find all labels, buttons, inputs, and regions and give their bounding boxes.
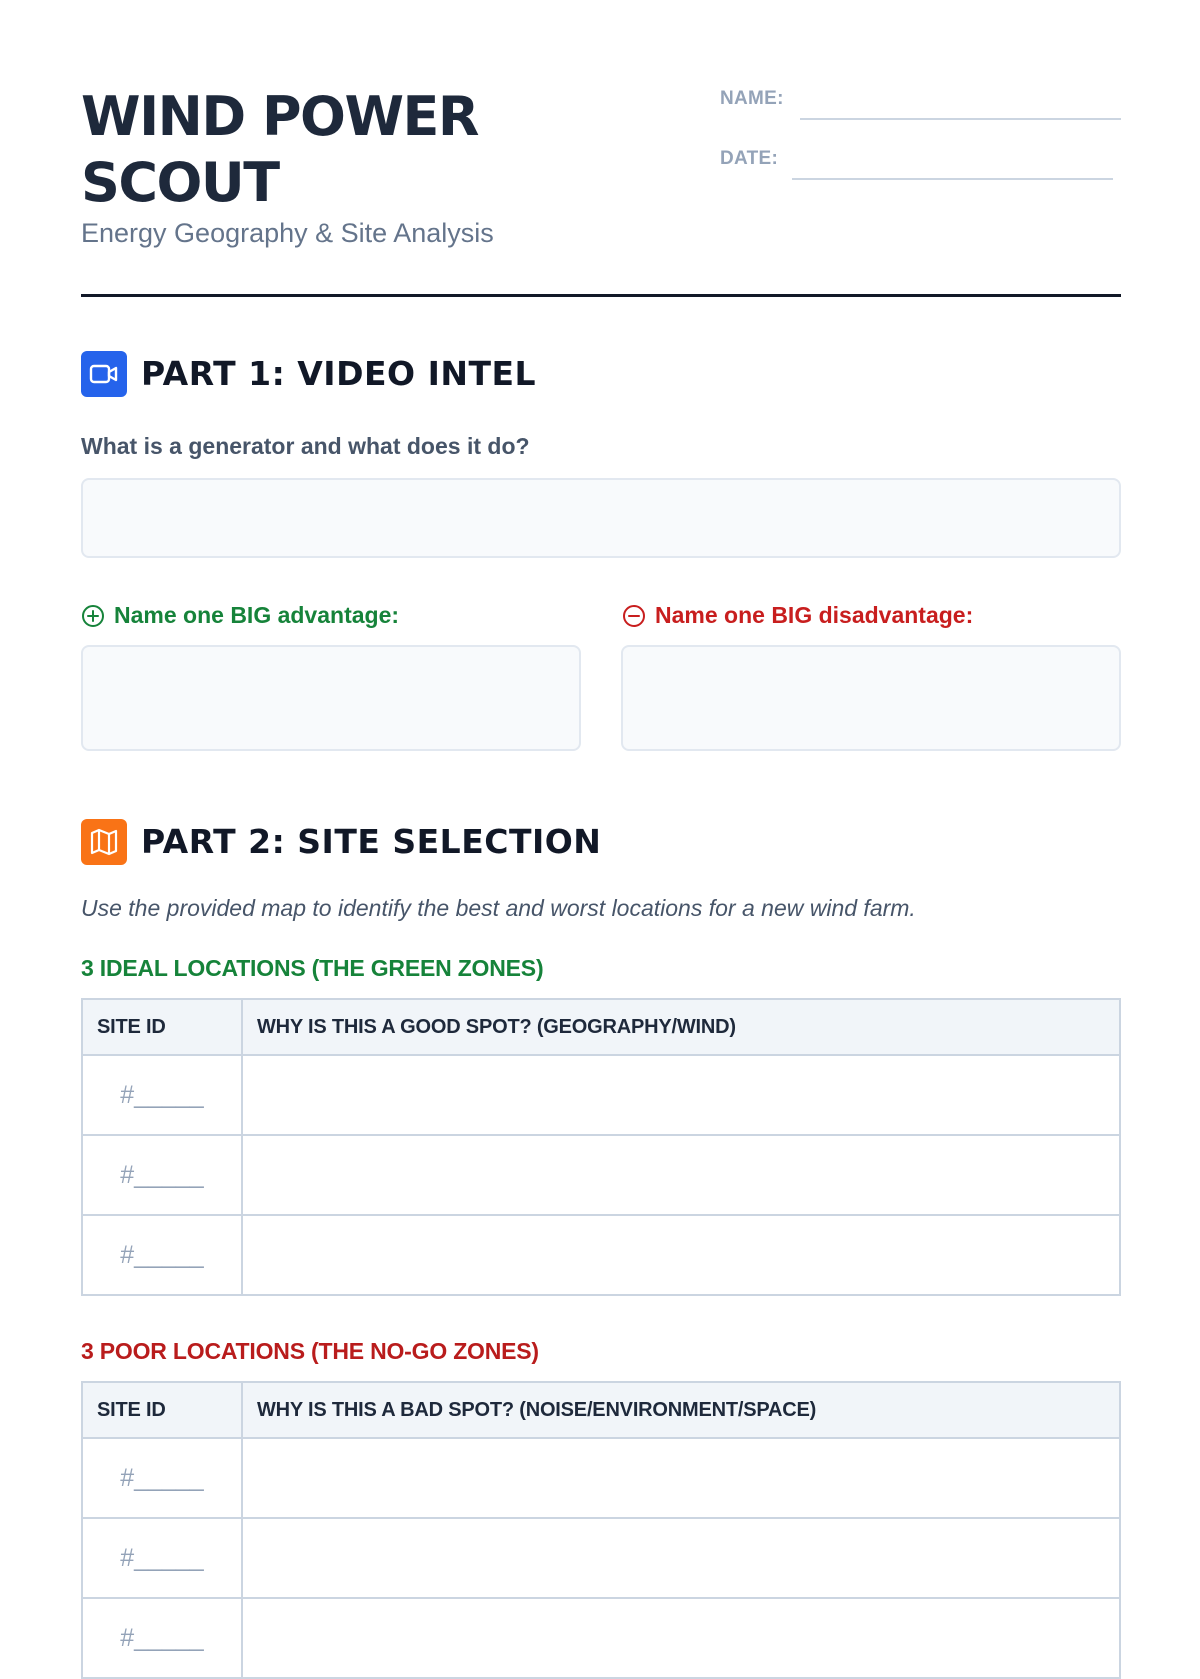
reason-cell[interactable]	[242, 1598, 1120, 1678]
disadvantage-label-text: Name one BIG disadvantage:	[655, 602, 974, 628]
worksheet-header	[81, 0, 1121, 300]
date-field[interactable]	[720, 144, 1121, 180]
name-label: NAME:	[720, 88, 784, 109]
table-row	[82, 1055, 1120, 1135]
advantage-label-text: Name one BIG advantage:	[114, 602, 400, 628]
site-id-cell[interactable]: #_____	[82, 1215, 242, 1295]
video-camera-icon	[81, 351, 127, 397]
generator-question: What is a generator and what does it do?	[81, 433, 530, 459]
table-row	[82, 1215, 1120, 1295]
map-icon	[81, 819, 127, 865]
reason-cell[interactable]	[242, 1135, 1120, 1215]
bad-spot-reason-header: WHY IS THIS A BAD SPOT? (NOISE/ENVIRONMENT/SPACE)	[242, 1382, 1120, 1438]
table-header-row	[82, 999, 1120, 1055]
table-row	[82, 1438, 1120, 1518]
site-id-cell[interactable]: #_____	[82, 1438, 242, 1518]
site-id-header: SITE ID	[82, 999, 242, 1055]
worksheet-page	[81, 0, 1121, 1652]
name-field[interactable]	[720, 84, 1121, 120]
ideal-locations-title: 3 IDEAL LOCATIONS (THE GREEN ZONES)	[81, 955, 544, 981]
page-title: WIND POWER SCOUT	[81, 85, 478, 214]
reason-cell[interactable]	[242, 1438, 1120, 1518]
site-id-cell[interactable]: #_____	[82, 1055, 242, 1135]
part2-heading	[81, 819, 1121, 865]
minus-circle-icon	[622, 604, 646, 628]
table-row	[82, 1135, 1120, 1215]
reason-cell[interactable]	[242, 1055, 1120, 1135]
ideal-locations-table	[81, 998, 1121, 1296]
reason-cell[interactable]	[242, 1518, 1120, 1598]
part2-title: PART 2: SITE SELECTION	[141, 822, 602, 861]
advantage-answer-box[interactable]	[81, 645, 581, 751]
good-spot-reason-header: WHY IS THIS A GOOD SPOT? (GEOGRAPHY/WIND)	[242, 999, 1120, 1055]
name-line[interactable]	[800, 118, 1121, 120]
table-header-row	[82, 1382, 1120, 1438]
map-instruction: Use the provided map to identify the best and worst locations for a new wind farm.	[81, 895, 916, 921]
site-id-cell[interactable]: #_____	[82, 1135, 242, 1215]
advantage-label	[81, 602, 399, 629]
page-subtitle: Energy Geography & Site Analysis	[81, 218, 494, 248]
generator-answer-box[interactable]	[81, 478, 1121, 558]
site-id-header: SITE ID	[82, 1382, 242, 1438]
poor-locations-title: 3 POOR LOCATIONS (THE NO-GO ZONES)	[81, 1338, 539, 1364]
part1-title: PART 1: VIDEO INTEL	[141, 354, 537, 393]
reason-cell[interactable]	[242, 1215, 1120, 1295]
table-row	[82, 1598, 1120, 1678]
table-row	[82, 1518, 1120, 1598]
part1-heading	[81, 351, 1121, 397]
plus-circle-icon	[81, 604, 105, 628]
disadvantage-label	[622, 602, 973, 629]
site-id-cell[interactable]: #_____	[82, 1518, 242, 1598]
header-divider	[81, 294, 1121, 297]
date-line[interactable]	[792, 178, 1113, 180]
date-label: DATE:	[720, 148, 779, 169]
site-id-cell[interactable]: #_____	[82, 1598, 242, 1678]
poor-locations-table	[81, 1381, 1121, 1679]
disadvantage-answer-box[interactable]	[621, 645, 1121, 751]
